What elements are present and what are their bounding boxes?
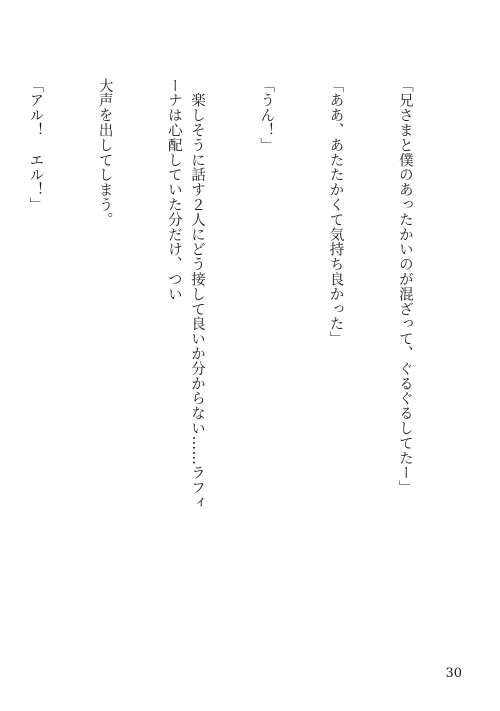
text-line: 「ああ、あたたかくて気持ち良かった」: [327, 78, 344, 347]
page-number: 30: [445, 666, 462, 681]
text-line: 大声を出してしまう。: [96, 78, 113, 227]
text-line: 「うん！」: [258, 78, 275, 153]
text-line: 「兄さまと僕のあったかいのが混ざって、ぐるぐるしてたー」: [396, 78, 413, 496]
text-line: 楽しそうに話す２人にどう接して良いか分からない……ラフィーナは心配していた分だけ、つい: [165, 78, 205, 511]
vertical-text-body: [27, 78, 462, 518]
text-line: 「アル！ エル！」: [27, 78, 44, 213]
